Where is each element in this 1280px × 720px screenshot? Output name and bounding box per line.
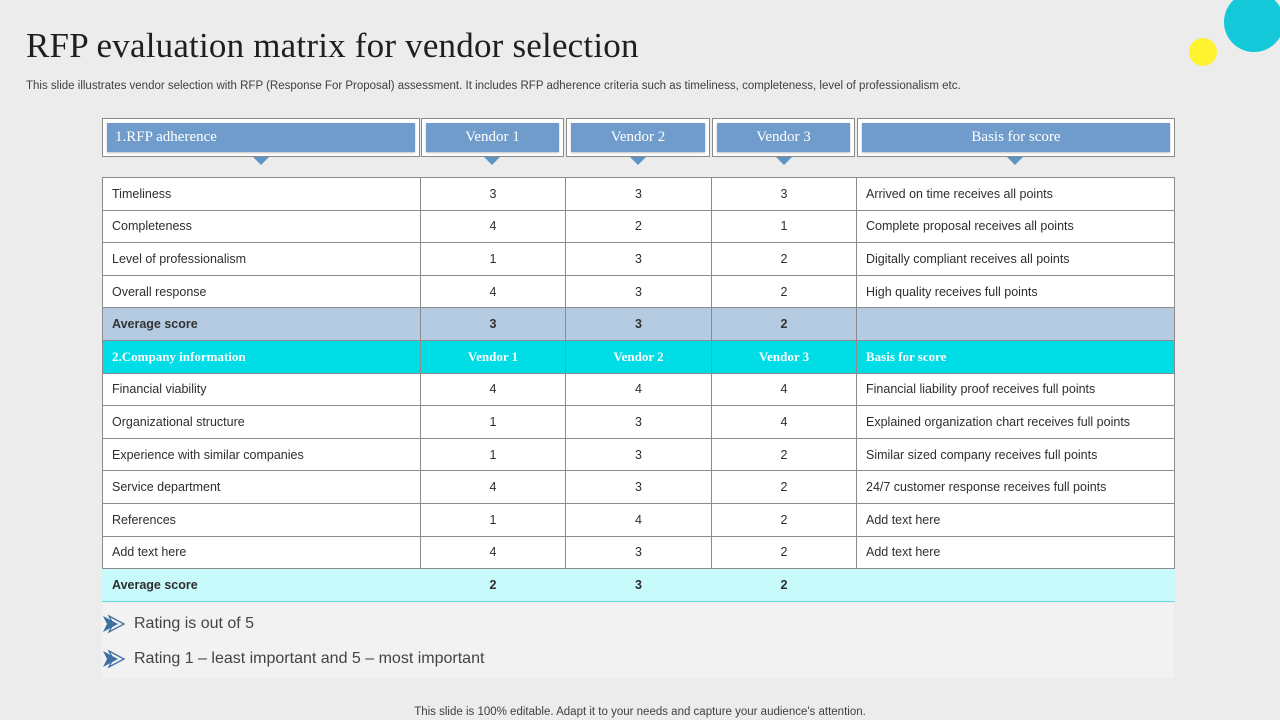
header-vendor1-label: Vendor 1	[426, 123, 559, 152]
table-row	[103, 243, 1175, 276]
vendor1-score-cell: 1	[421, 503, 566, 536]
vendor1-score-cell: 3	[421, 178, 566, 211]
vendor1-score-cell: 1	[421, 243, 566, 276]
vendor3-average-cell: 2	[712, 569, 857, 602]
basis-cell: Similar sized company receives full points	[857, 438, 1175, 471]
vendor2-score-cell: 3	[566, 243, 712, 276]
vendor3-score-cell: 2	[712, 438, 857, 471]
criterion-cell: Add text here	[103, 536, 421, 569]
vendor2-score-cell: 3	[566, 406, 712, 439]
criterion-cell: Completeness	[103, 210, 421, 243]
table-row	[103, 438, 1175, 471]
header-basis-pointer-icon	[1007, 157, 1023, 165]
slide-title: RFP evaluation matrix for vendor selection	[26, 26, 639, 65]
vendor3-score-cell: 2	[712, 275, 857, 308]
basis-cell: Add text here	[857, 503, 1175, 536]
basis-cell: High quality receives full points	[857, 275, 1175, 308]
double-arrow-icon	[102, 614, 126, 634]
header-vendor3-label: Vendor 3	[717, 123, 850, 152]
vendor2-score-cell: 4	[566, 373, 712, 406]
vendor1-score-cell: 4	[421, 275, 566, 308]
vendor1-average-cell: 3	[421, 308, 566, 341]
company-basis-label: Basis for score	[857, 340, 1175, 373]
vendor3-score-cell: 2	[712, 503, 857, 536]
vendor2-average-cell: 3	[566, 569, 712, 602]
header-vendor2-label: Vendor 2	[571, 123, 705, 152]
criterion-cell: Financial viability	[103, 373, 421, 406]
header-criteria-label: 1.RFP adherence	[107, 123, 415, 152]
rating-note-text: Rating is out of 5	[134, 615, 255, 632]
company-section-label: 2.Company information	[103, 340, 421, 373]
criterion-cell: Organizational structure	[103, 406, 421, 439]
basis-cell: Digitally compliant receives all points	[857, 243, 1175, 276]
header-basis-label: Basis for score	[862, 123, 1170, 152]
vendor2-score-cell: 3	[566, 471, 712, 504]
table-row	[103, 210, 1175, 243]
decorative-cyan-circle	[1224, 0, 1280, 52]
table-row	[103, 373, 1175, 406]
criterion-cell: Timeliness	[103, 178, 421, 211]
header-vendor3-pointer-icon	[776, 157, 792, 165]
average-basis-cell	[857, 308, 1175, 341]
vendor3-score-cell: 3	[712, 178, 857, 211]
evaluation-matrix-table	[102, 177, 1175, 602]
vendor3-score-cell: 4	[712, 373, 857, 406]
vendor2-score-cell: 2	[566, 210, 712, 243]
company-vendor2-label: Vendor 2	[566, 340, 712, 373]
vendor3-score-cell: 4	[712, 406, 857, 439]
table-row	[103, 275, 1175, 308]
rating-note-text: Rating 1 – least important and 5 – most important	[134, 650, 485, 667]
vendor1-score-cell: 4	[421, 210, 566, 243]
header-criteria-box	[102, 118, 420, 157]
vendor2-score-cell: 4	[566, 503, 712, 536]
average-label-cell: Average score	[103, 569, 421, 602]
slide-subtitle: This slide illustrates vendor selection with RFP (Response For Proposal) assessment. It includes RFP adherence criteria such as timeliness, completeness, level of professionalism etc.	[26, 80, 961, 92]
company-section-header-row	[103, 340, 1175, 373]
rating-notes-panel	[102, 603, 1174, 678]
average-label-cell: Average score	[103, 308, 421, 341]
table-row	[103, 503, 1175, 536]
vendor3-score-cell: 2	[712, 536, 857, 569]
table-row	[103, 536, 1175, 569]
header-basis-box	[857, 118, 1175, 157]
double-arrow-icon	[102, 649, 126, 669]
company-vendor1-label: Vendor 1	[421, 340, 566, 373]
criterion-cell: Service department	[103, 471, 421, 504]
vendor1-score-cell: 4	[421, 471, 566, 504]
basis-cell: Explained organization chart receives full points	[857, 406, 1175, 439]
header-vendor2-pointer-icon	[630, 157, 646, 165]
rfp-average-row	[103, 308, 1175, 341]
criterion-cell: Level of professionalism	[103, 243, 421, 276]
average-basis-cell	[857, 569, 1175, 602]
basis-cell: 24/7 customer response receives full points	[857, 471, 1175, 504]
decorative-yellow-circle	[1189, 38, 1217, 66]
vendor3-score-cell: 2	[712, 243, 857, 276]
vendor3-average-cell: 2	[712, 308, 857, 341]
vendor1-average-cell: 2	[421, 569, 566, 602]
basis-cell: Add text here	[857, 536, 1175, 569]
vendor1-score-cell: 1	[421, 438, 566, 471]
rating-note	[102, 649, 484, 669]
criterion-cell: Overall response	[103, 275, 421, 308]
criterion-cell: Experience with similar companies	[103, 438, 421, 471]
basis-cell: Complete proposal receives all points	[857, 210, 1175, 243]
company-vendor3-label: Vendor 3	[712, 340, 857, 373]
header-vendor1-box	[421, 118, 564, 157]
criterion-cell: References	[103, 503, 421, 536]
header-vendor1-pointer-icon	[484, 157, 500, 165]
rating-note	[102, 614, 254, 634]
vendor2-score-cell: 3	[566, 536, 712, 569]
basis-cell: Financial liability proof receives full points	[857, 373, 1175, 406]
basis-cell: Arrived on time receives all points	[857, 178, 1175, 211]
vendor2-average-cell: 3	[566, 308, 712, 341]
vendor3-score-cell: 1	[712, 210, 857, 243]
vendor3-score-cell: 2	[712, 471, 857, 504]
vendor2-score-cell: 3	[566, 438, 712, 471]
header-vendor2-box	[566, 118, 710, 157]
table-row	[103, 178, 1175, 211]
company-average-row	[103, 569, 1175, 602]
table-row	[103, 471, 1175, 504]
vendor2-score-cell: 3	[566, 178, 712, 211]
header-vendor3-box	[712, 118, 855, 157]
vendor2-score-cell: 3	[566, 275, 712, 308]
vendor1-score-cell: 4	[421, 536, 566, 569]
vendor1-score-cell: 4	[421, 373, 566, 406]
slide-footer: This slide is 100% editable. Adapt it to your needs and capture your audience's attention.	[414, 706, 866, 718]
vendor1-score-cell: 1	[421, 406, 566, 439]
table-row	[103, 406, 1175, 439]
header-criteria-pointer-icon	[253, 157, 269, 165]
